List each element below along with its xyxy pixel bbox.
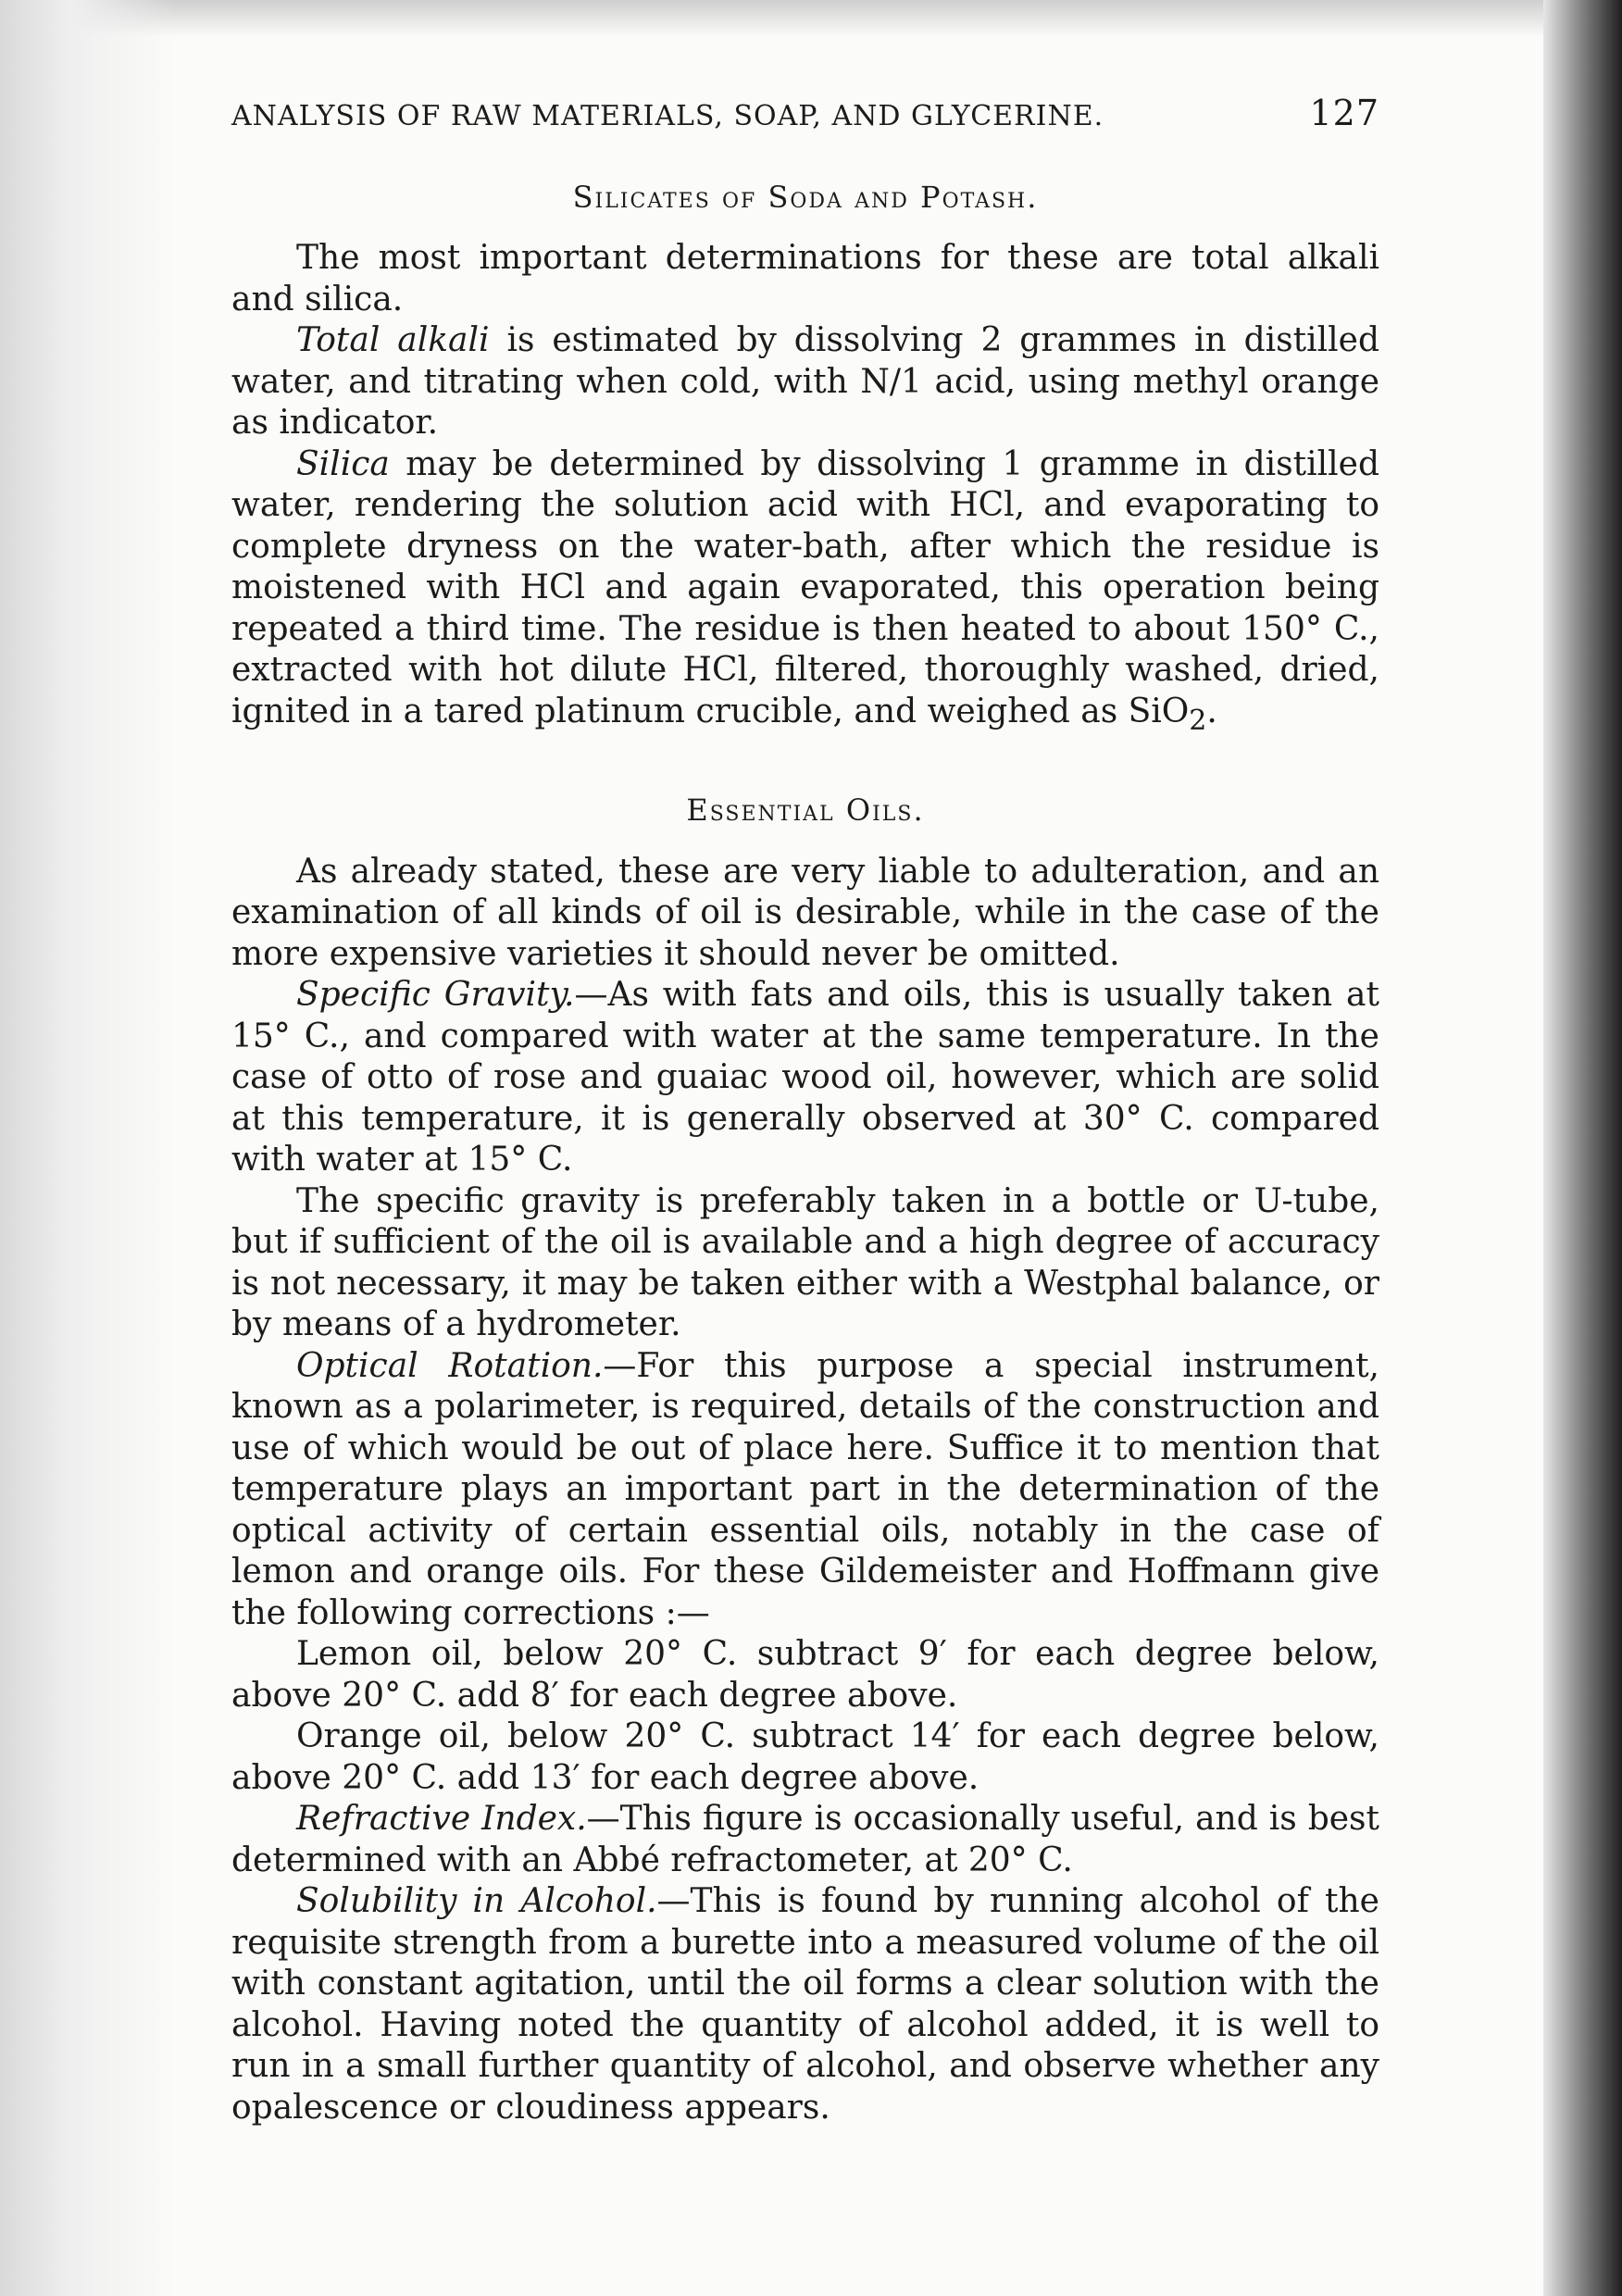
paragraph xyxy=(231,852,1379,976)
paragraph-lead: Refractive Index. xyxy=(296,1800,587,1839)
paragraph-text: is estimated by dissolving 2 grammes in distilled water, and titrating when cold, with N/1 acid, using methyl orange as indicator. xyxy=(231,321,1380,442)
paragraph-lead: Specific Gravity. xyxy=(296,976,575,1015)
page-left-shadow xyxy=(0,0,176,2296)
paragraph-text: As already stated, these are very liable to adulteration, and an examination of all kinds of oil is desirable, while in the case of the more expensive varieties it should never be omitted. xyxy=(231,852,1379,973)
section-heading-essential-oils: Essential Oils. xyxy=(686,792,925,829)
paragraph xyxy=(231,444,1379,742)
paragraph-lead: Optical Rotation. xyxy=(296,1346,604,1385)
paragraph-lead: Solubility in Alcohol. xyxy=(296,1882,657,1921)
paragraph-text: Lemon oil, below 20° C. subtract 9′ for each degree below, above 20° C. add 8′ for each degree above. xyxy=(231,1635,1379,1715)
page-content xyxy=(231,93,1379,2128)
running-title: ANALYSIS OF RAW MATERIALS, SOAP, AND GLYCERINE. xyxy=(231,100,1104,132)
paragraph xyxy=(231,1881,1379,2128)
paragraph-text: Orange oil, below 20° C. subtract 14′ for each degree below, above 20° C. add 13′ for each degree above. xyxy=(231,1717,1379,1797)
paragraph xyxy=(231,1799,1379,1881)
paragraph-text: —As with fats and oils, this is usually taken at 15° C., and compared with water at the same temperature. In the case of otto of rose and guaiac wood oil, however, which are solid at this temperature, it is generally observed at 30° C. compared with water at 15° C. xyxy=(231,976,1379,1179)
paragraph-text: —For this purpose a special instrument, known as a polarimeter, is required, details of the construction and use of which would be out of place here. Suffice it to mention that temperature plays an important part in the determination of the optical activity of certain essential oils, notably in the case of lemon and orange oils. For these Gildemeister and Hoffmann give the following corrections :— xyxy=(231,1346,1379,1632)
paragraph xyxy=(231,975,1379,1181)
paragraph-text: may be determined by dissolving 1 gramme in distilled water, rendering the solution acid with HCl, and evaporating to complete dryness on the water-bath, after which the residue is moistened with HCl and again evaporated, this operation being repeated a third time. The residue is then heated to about 150° C., extracted with hot dilute HCl, filtered, thoroughly washed, dried, ignited in a tared platinum crucible, and weighed as SiO xyxy=(231,444,1379,730)
section-heading-silicates: Silicates of Soda and Potash. xyxy=(572,179,1039,215)
paragraph xyxy=(231,1181,1379,1346)
paragraph xyxy=(231,238,1379,320)
running-header xyxy=(231,93,1379,138)
paragraph xyxy=(231,320,1379,444)
paragraph-lead: Total alkali xyxy=(296,321,490,359)
book-spine-shadow xyxy=(1543,0,1622,2296)
paragraph-text: The specific gravity is preferably taken in a bottle or U-tube, but if sufficient of the oil is available and a high degree of accuracy is not necessary, it may be taken either with a Westphal balance, or by means of a hydrometer. xyxy=(231,1181,1379,1344)
paragraph-text: The most important determinations for these are total alkali and silica. xyxy=(231,239,1379,318)
paragraph xyxy=(231,1634,1379,1716)
page-top-shadow xyxy=(0,0,1622,37)
subscript: 2 xyxy=(1189,704,1207,737)
paragraph-end: . xyxy=(1206,692,1217,730)
paragraph-lead: Silica xyxy=(296,444,390,483)
paragraph-text: —This figure is occasionally useful, and is best determined with an Abbé refractometer, at 20° C. xyxy=(231,1800,1379,1879)
paragraph xyxy=(231,1716,1379,1799)
paragraph xyxy=(231,1346,1379,1635)
paragraph-text: —This is found by running alcohol of the requisite strength from a burette into a measured volume of the oil with constant agitation, until the oil forms a clear solution with the alcohol. Having noted the quantity of alcohol added, it is well to run in a small further quantity of alcohol, and observe whether any opalescence or cloudiness appears. xyxy=(231,1882,1379,2127)
page-number: 127 xyxy=(1309,93,1379,133)
